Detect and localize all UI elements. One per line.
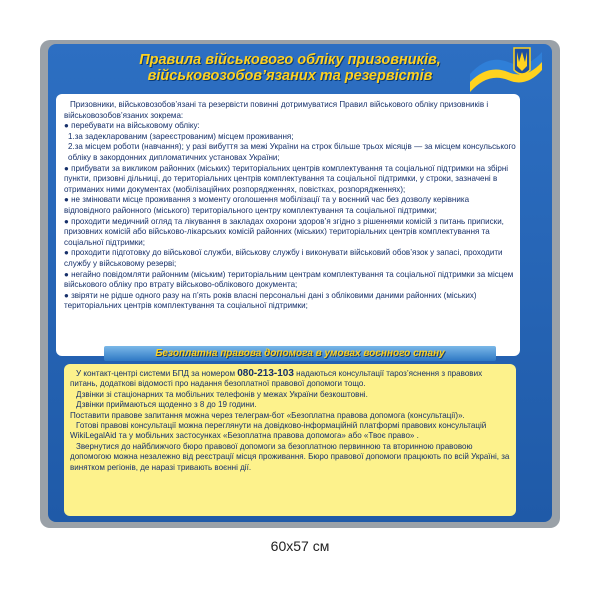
rules-item: ● звіряти не рідше одного разу на п’ять років власні персональні дані з обліковими даними районних (міських) територіальних центрів комплектування та соціальної підтримки; — [64, 290, 477, 311]
size-caption: 60x57 см — [270, 538, 330, 554]
legal-aid-paragraph: Звернутися до найближчого бюро правової допомоги за безоплатною первинною та вторинною правовою допомогою можна незалежно від реєстрації місця проживання. Бюро правової допомоги працюють по всій Україні, за винятком регіонів, де наразі тривають воєнні дії. — [70, 441, 510, 472]
title-line-2: військовозобов’язаних та резервістів — [147, 68, 433, 84]
contact-center-text: У контакт-центрі системи БПД за номером — [76, 369, 238, 378]
board-title — [70, 52, 510, 84]
rules-item: ● прибувати за викликом районних (міських) територіальних центрів комплектування та соціальної підтримки на збірні пункти, призовні дільниці, до територіальних центрів комплектування та соціальної підтримки, у строки, зазначені в отриманих ними документах (мобілізаційних розпорядженнях, повістках, розпорядженнях); — [64, 163, 509, 194]
rules-item: ● перебувати на військовому обліку: — [64, 121, 200, 131]
rules-item: ● проходити підготовку до військової служби, військову службу і виконувати військовий обов’язок у запасі, проходити службу у військовому резерві; — [64, 248, 503, 268]
hotline-number: 080-213-103 — [237, 368, 294, 379]
ribbon-blue-band — [470, 52, 542, 90]
rules-intro: Призовники, військовозобов’язані та резервісти повинні дотримуватися Правил військового обліку призовників і військовозобов’язаних зокрема: — [64, 100, 489, 120]
legal-aid-paragraph: Дзвінки приймаються щоденно з 8 до 19 години. — [76, 400, 257, 410]
legal-aid-banner-text: Безоплатна правова допомога в умовах воєнного стану — [155, 348, 445, 359]
legal-aid-paragraph: Поставити правове запитання можна через телеграм-бот «Безоплатна правова допомога (консультації)». — [70, 410, 465, 420]
rules-item: ● не змінювати місце проживання з моменту оголошення мобілізації та у воєнний час без дозволу керівника відповідного районного (міського) територіального центру комплектування та соціальної підтримки; — [64, 195, 470, 215]
contact-center-text-cont: надаються консультації тароз’яснення з правових питань, додаткові відомості про надання безоплатної правової допомоги тощо. — [70, 369, 483, 389]
rules-item: ● негайно повідомляти районним (міським) територіальним центрам комплектування та соціальної підтримки за місцем військового обліку про втрату військово-облікового документа; — [64, 269, 514, 290]
legal-aid-paragraph — [70, 369, 512, 390]
rules-item: ● проходити медичний огляд та лікування в закладах охорони здоров’я згідно з рішеннями комісій з питань приписки, призовних комісій або військово-лікарських комісій районних (міських) територіальних центрів комплектування та соціальної підтримки; — [64, 216, 504, 247]
trident-emblem-icon — [514, 48, 530, 74]
rules-item: 1.за задекларованим (зареєстрованим) місцем проживання; — [68, 131, 294, 141]
legal-aid-paragraph: Дзвінки зі стаціонарних та мобільних телефонів у межах України безкоштовні. — [76, 389, 368, 399]
legal-aid-text — [70, 369, 512, 473]
legal-aid-paragraph: Готові правові консультації можна переглянути на довідково-інформаційній платформі правових консультацій WikiLegalAid та у мобільних застосунках «Безоплатна правова допомога» або «Твоє право» . — [70, 421, 487, 441]
rules-item: 2.за місцем роботи (навчання); у разі вибуття за межі України на строк більше трьох місяців — за місцем консульського обліку в закордонних дипломатичних установах України; — [68, 142, 516, 162]
rules-text — [64, 100, 516, 312]
title-line-1: Правила військового обліку призовників, — [139, 52, 441, 68]
flag-ribbon-icon — [468, 44, 544, 96]
